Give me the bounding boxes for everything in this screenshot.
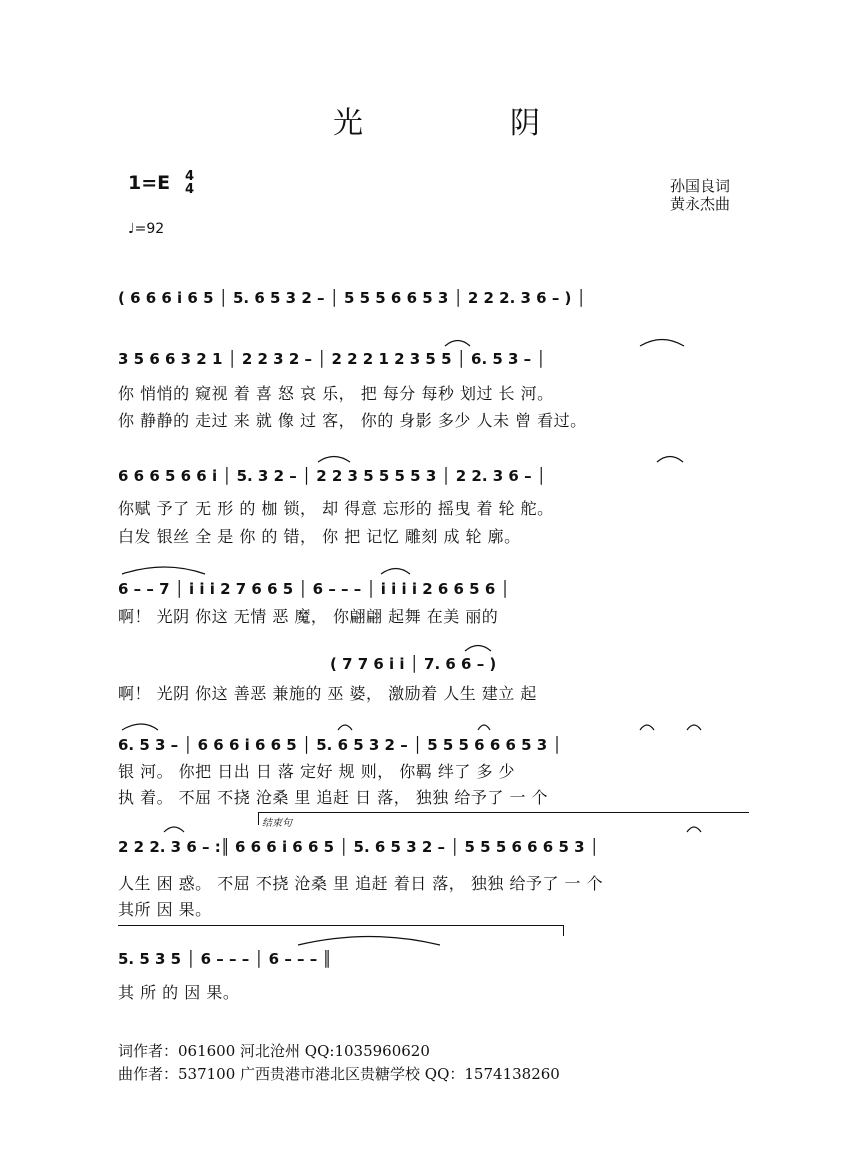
slur-arc [122,724,158,730]
score-row-2-lyrics-1: 你 悄悄的 窥视 着 喜 怒 哀 乐， 把 每分 每秒 划过 长 河。 [118,384,554,403]
time-signature-bottom: 4 [185,182,195,197]
slur-arc [445,341,470,347]
score-row-2-lyrics-2: 你 静静的 走过 来 就 像 过 客， 你的 身影 多少 人未 曾 看过。 [118,411,587,430]
score-row-8-lyrics-1: 其 所 的 因 果。 [118,983,240,1002]
ending-bracket-label: 结束句 [262,818,292,829]
composer-credit: 黄永杰曲 [670,195,731,213]
score-row-5-notes: ( 7 7 6 i i │ 7. 6 6 – ) [330,655,497,673]
slur-arc [657,457,683,463]
score-row-4-notes: 6 – – 7 │ i i i 2 7 6 6 5 │ 6 – – – │ i i i i 2 6 6 5 6 │ [118,580,510,598]
slur-arc [640,340,684,347]
score-row-8-notes: 5. 5 3 5 │ 6 – – – │ 6 – – – ║ [118,950,332,968]
footer-lyricist-info: 词作者：061600 河北沧州 QQ:1035960620 [118,1042,430,1060]
song-title-char-1: 光 [333,106,363,141]
score-row-7-notes: 2 2 2. 3 6 – :║ 6 6 6 i 6 6 5 │ 5. 6 5 3 2 – │ 5 5 5 6 6 6 5 3 │ [118,838,599,856]
slur-arc [381,569,410,575]
slur-arc [122,567,205,574]
slur-arc [640,725,654,730]
score-row-5-lyrics-1: 啊！ 光阴 你这 善恶 兼施的 巫 婆， 激励着 人生 建立 起 [118,684,537,703]
footer-composer-info: 曲作者：537100 广西贵港市港北区贵糖学校 QQ：1574138260 [118,1065,560,1083]
tempo-marking: ♩=92 [128,221,165,237]
time-signature-top: 4 [185,169,195,184]
slur-arc [687,827,701,832]
slur-arc [318,457,350,463]
score-row-6-lyrics-2: 执 着。 不屈 不挠 沧桑 里 追赶 日 落， 独独 给予了 一 个 [118,788,549,807]
score-row-6-notes: 6. 5 3 – │ 6 6 6 i 6 6 5 │ 5. 6 5 3 2 – │ 5 5 5 6 6 6 5 3 │ [118,736,562,754]
score-row-7-lyrics-1: 人生 困 惑。 不屈 不挠 沧桑 里 追赶 着日 落， 独独 给予了 一 个 [118,874,604,893]
slur-arc [687,725,701,730]
score-row-1-notes: ( 6 6 6 i 6 5 │ 5. 6 5 3 2 – │ 5 5 5 6 6 5 3 │ 2 2 2. 3 6 – ) │ [118,289,586,307]
slur-arc [164,827,184,832]
score-row-3-lyrics-2: 白发 银丝 全 是 你 的 错， 你 把 记忆 雕刻 成 轮 廓。 [118,527,521,546]
slur-arc [338,725,352,730]
key-signature: 1=E [128,172,171,194]
score-row-4-lyrics-1: 啊！ 光阴 你这 无情 恶 魔， 你翩翩 起舞 在美 丽的 [118,607,499,626]
score-row-2-notes: 3 5 6 6 3 2 1 │ 2 2 3 2 – │ 2 2 2 1 2 3 5 5 │ 6. 5 3 – │ [118,350,546,368]
slur-arc [298,937,440,946]
score-row-7-lyrics-2: 其所 因 果。 [118,900,212,919]
score-row-3-notes: 6 6 6 5 6 6 i │ 5. 3 2 – │ 2 2 3 5 5 5 5 3 │ 2 2. 3 6 – │ [118,467,546,485]
score-row-6-lyrics-1: 银 河。 你把 日出 日 落 定好 规 则， 你羁 绊了 多 少 [118,762,516,781]
lyricist-credit: 孙国良词 [670,177,731,195]
score-row-3-lyrics-1: 你赋 予了 无 形 的 枷 锁， 却 得意 忘形的 摇曳 着 轮 舵。 [118,499,554,518]
slur-arc [478,725,490,730]
song-title-char-2: 阴 [510,106,540,141]
slur-arc [465,646,491,652]
